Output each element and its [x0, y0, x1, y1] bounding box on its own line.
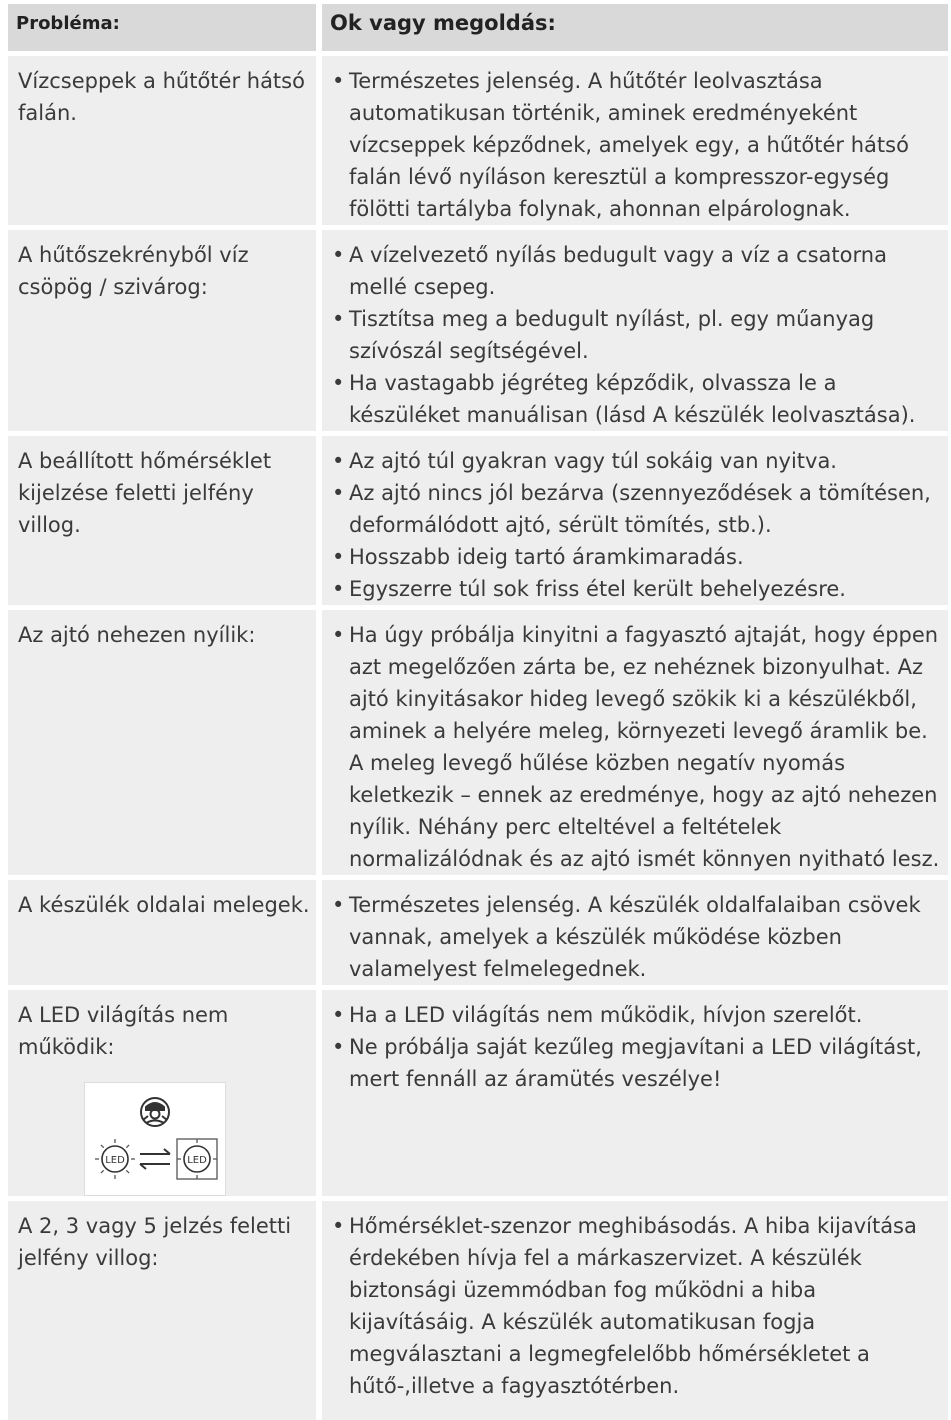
solution-item: • Ha vastagabb jégréteg képződik, olvassza le a készüléket manuálisan (lásd A készülék leolvasztása). [332, 367, 944, 431]
solution-cell [319, 54, 948, 228]
table-row [8, 988, 948, 1199]
solution-cell [319, 434, 948, 608]
solution-item: • Egyszerre túl sok friss étel került behelyezésre. [332, 573, 944, 605]
solution-item: • Hőmérséklet-szenzor meghibásodás. A hiba kijavítása érdekében hívja fel a márkaszervizet. A készülék biztonsági üzemmódban fog működni a hiba kijavításáig. A készülék automatikusan fogja megválasztani a legmegfelelőbb hőmérsékletet a hűtő-,illetve a fagyasztótérben. [332, 1210, 944, 1402]
problem-cell: A beállított hőmérséklet kijelzése feletti jelfény villog. [8, 434, 319, 608]
solution-item: • Természetes jelenség. A készülék oldalfalaiban csövek vannak, amelyek a készülék működése közben valamelyest felmelegednek. [332, 889, 944, 985]
table-row [8, 608, 948, 878]
problem-text: A LED világítás nem működik: [18, 999, 310, 1063]
troubleshooting-table [8, 4, 948, 1420]
led-label: LED [187, 1155, 207, 1166]
solution-list [332, 999, 944, 1095]
led-bulb-icon [177, 1139, 217, 1179]
solution-cell [319, 878, 948, 988]
solution-item: • A vízelvezető nyílás bedugult vagy a víz a csatorna mellé csepeg. [332, 239, 944, 303]
solution-item: • Az ajtó túl gyakran vagy túl sokáig van nyitva. [332, 445, 944, 477]
solution-cell [319, 608, 948, 878]
led-replacement-illustration [84, 1082, 226, 1196]
solution-list [332, 1210, 944, 1402]
solution-list [332, 619, 944, 875]
solution-item: • Tisztítsa meg a bedugult nyílást, pl. egy műanyag szívószál segítségével. [332, 303, 944, 367]
technician-icon [141, 1098, 169, 1126]
led-illustration-svg [85, 1083, 225, 1195]
solution-cell [319, 228, 948, 434]
table-row [8, 878, 948, 988]
problem-cell: A 2, 3 vagy 5 jelzés feletti jelfény villog: [8, 1199, 319, 1420]
table-row [8, 434, 948, 608]
swap-arrows-icon [140, 1149, 170, 1169]
solution-list [332, 65, 944, 225]
solution-item: • Ne próbálja saját kezűleg megjavítani a LED világítást, mert fennáll az áramütés veszélye! [332, 1031, 944, 1095]
table-header-row [8, 4, 948, 54]
solution-item: • Hosszabb ideig tartó áramkimaradás. [332, 541, 944, 573]
problem-cell: Vízcseppek a hűtőtér hátsó falán. [8, 54, 319, 228]
table-row [8, 54, 948, 228]
solution-item: • Ha a LED világítás nem működik, hívjon szerelőt. [332, 999, 944, 1031]
header-problem: Probléma: [8, 4, 319, 54]
solution-item: • Ha úgy próbálja kinyitni a fagyasztó ajtaját, hogy éppen azt megelőzően zárta be, ez nehéznek bizonyulhat. Az ajtó kinyitásakor hideg levegő szökik ki a készülékből, aminek a helyére meleg, környezeti levegő áramlik be. A meleg levegő hűlése közben negatív nyomás keletkezik – ennek az eredménye, hogy az ajtó nehezen nyílik. Néhány perc elteltével a feltételek normalizálódnak és az ajtó ismét könnyen nyitható lesz. [332, 619, 944, 875]
problem-cell: A hűtőszekrényből víz csöpög / szivárog: [8, 228, 319, 434]
solution-cell [319, 1199, 948, 1420]
table-row [8, 1199, 948, 1420]
problem-cell: Az ajtó nehezen nyílik: [8, 608, 319, 878]
solution-cell [319, 988, 948, 1199]
solution-list [332, 445, 944, 605]
problem-cell [8, 988, 319, 1199]
solution-list [332, 889, 944, 985]
led-label: LED [105, 1155, 125, 1166]
solution-list [332, 239, 944, 431]
header-solution: Ok vagy megoldás: [319, 4, 948, 54]
problem-cell: A készülék oldalai melegek. [8, 878, 319, 988]
led-bulb-icon [95, 1139, 135, 1179]
solution-item: • Az ajtó nincs jól bezárva (szennyeződések a tömítésen, deformálódott ajtó, sérült tömítés, stb.). [332, 477, 944, 541]
table-row [8, 228, 948, 434]
solution-item: • Természetes jelenség. A hűtőtér leolvasztása automatikusan történik, aminek eredményeként vízcseppek képződnek, amelyek egy, a hűtőtér hátsó falán lévő nyíláson keresztül a kompresszor-egység fölötti tartályba folynak, ahonnan elpárolognak. [332, 65, 944, 225]
